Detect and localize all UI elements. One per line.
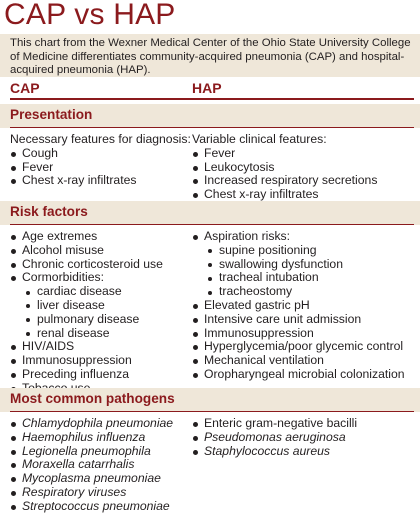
risk-factors-hap-list [192,230,405,382]
list-item [192,327,405,341]
list-item [192,299,405,313]
list-item-text: Immunosuppression [22,353,132,368]
bullet-icon [193,450,198,455]
list-item [10,486,173,500]
list-item [192,174,377,188]
list-item-text: pulmonary disease [37,311,140,326]
list-item-text: Preceding influenza [22,366,130,381]
bullet-icon [193,235,198,240]
list-item-text: Aspiration risks: [204,229,291,243]
list-item-text: Enteric gram-negative bacilli [204,416,358,430]
bullet-icon [193,332,198,337]
bullet-icon [11,276,16,281]
bullet-icon [11,373,16,378]
list-item-text: tracheostomy [219,284,293,299]
bullet-icon [26,304,30,308]
list-item-text: Fever [22,159,54,174]
page-title: CAP vs HAP [4,0,176,31]
list-item-text: Respiratory viruses [22,484,127,499]
presentation-hap-list [192,133,377,202]
bullet-icon [11,345,16,350]
list-item-text: Hyperglycemia/poor glycemic control [204,339,404,354]
list-item-text: Immunosuppression [204,325,314,340]
pathogens-cap-list [10,417,173,514]
list-item-text: Pseudomonas aeruginosa [204,429,346,444]
bullet-icon [193,359,198,364]
list-item-text: Oropharyngeal microbial colonization [204,366,405,381]
list-item-text: Chest x-ray infiltrates [22,173,137,188]
section-header-presentation [0,104,420,128]
list-item [192,230,405,244]
list-item [10,472,173,486]
list-item-text: liver disease [37,297,105,312]
bullet-icon [193,304,198,309]
list-item [192,445,357,459]
bullet-icon [11,491,16,496]
bullet-icon [11,249,16,254]
bullet-icon [193,436,198,441]
list-item [10,230,163,244]
bullet-icon [193,422,198,427]
list-item-text: Chlamydophila pneumoniae [22,416,174,430]
section-header-risk-factors [0,201,420,225]
list-item [192,313,405,327]
list-item [192,147,377,161]
bullet-icon [11,235,16,240]
list-item-text: supine positioning [219,242,317,257]
list-item-text: Moraxella catarrhalis [22,457,135,472]
bullet-icon [11,179,16,184]
list-item [192,431,357,445]
list-item [192,285,405,299]
list-item [10,458,173,472]
column-header-cap: CAP [10,80,40,96]
list-item [10,133,191,147]
list-item [192,244,405,258]
list-item-text: Necessary features for diagnosis: [10,132,191,146]
bullet-icon [208,249,212,253]
section-title: Risk factors [10,204,88,219]
list-item [10,299,163,313]
list-item-text: Fever [204,145,236,160]
list-item [10,161,191,175]
list-item-text: Intensive care unit admission [204,311,362,326]
section-divider [10,127,414,129]
bullet-icon [26,332,30,336]
bullet-icon [193,166,198,171]
intro-text: This chart from the Wexner Medical Center of the Ohio State University College of Medicine differentiates community-acquired pneumonia (CAP) and hospital-acquired pneumonia (HAP). [10,37,411,77]
bullet-icon [11,477,16,482]
list-item-text: Mechanical ventilation [204,353,324,368]
presentation-cap-list [10,133,191,188]
bullet-icon [11,422,16,427]
bullet-icon [193,318,198,323]
section-divider [10,411,414,413]
pathogens-hap-list [192,417,357,458]
list-item [192,368,405,382]
list-item-text: Mycoplasma pneumoniae [22,471,161,486]
list-item [10,340,163,354]
list-item [192,340,405,354]
bullet-icon [208,291,212,295]
list-item [192,271,405,285]
bullet-icon [193,179,198,184]
list-item [192,417,357,431]
bullet-icon [11,263,16,268]
list-item-text: Variable clinical features: [192,132,327,146]
list-item-text: Alcohol misuse [22,242,104,257]
bullet-icon [11,152,16,157]
section-header-most-common-pathogens [0,388,420,412]
list-item [192,188,377,202]
list-item-text: tracheal intubation [219,270,319,285]
bullet-icon [208,263,212,267]
list-item-text: Chronic corticosteroid use [22,256,163,271]
column-header-hap: HAP [192,80,222,96]
list-item-text: swallowing dysfunction [219,256,343,271]
list-item [10,313,163,327]
section-title: Presentation [10,107,93,122]
list-item [10,327,163,341]
list-item-text: renal disease [37,325,110,340]
list-item-text: Staphylococcus aureus [204,443,331,458]
list-item [192,354,405,368]
bullet-icon [26,291,30,295]
list-item-text: Age extremes [22,229,98,243]
list-item-text: Legionella pneumophila [22,443,151,458]
list-item-text: HIV/AIDS [22,339,75,354]
bullet-icon [11,450,16,455]
header-divider [10,98,414,100]
bullet-icon [193,193,198,198]
list-item [10,174,191,188]
list-item [10,500,173,514]
risk-factors-cap-list [10,230,163,396]
list-item-text: Elevated gastric pH [204,297,310,312]
list-item-text: Leukocytosis [204,159,275,174]
list-item [192,133,377,147]
list-item [10,445,173,459]
bullet-icon [11,505,16,510]
section-title: Most common pathogens [10,391,175,406]
bullet-icon [193,345,198,350]
section-divider [10,224,414,226]
bullet-icon [193,152,198,157]
list-item-text: cardiac disease [37,284,122,299]
list-item [10,431,173,445]
list-item [10,417,173,431]
bullet-icon [11,436,16,441]
list-item-text: Chest x-ray infiltrates [204,187,319,202]
list-item [10,244,163,258]
list-item-text: Streptococcus pneumoniae [22,498,170,513]
list-item [10,354,163,368]
list-item [192,258,405,272]
bullet-icon [208,277,212,281]
list-item-text: Cormorbidities: [22,270,104,285]
list-item-text: Cough [22,145,58,160]
list-item [10,368,163,382]
bullet-icon [11,166,16,171]
list-item [10,147,191,161]
list-item [10,271,163,285]
list-item-text: Increased respiratory secretions [204,173,378,188]
list-item [10,285,163,299]
bullet-icon [26,318,30,322]
list-item [10,258,163,272]
bullet-icon [193,373,198,378]
intro-band [0,34,420,77]
list-item-text: Haemophilus influenza [22,429,146,444]
bullet-icon [11,463,16,468]
list-item [192,161,377,175]
bullet-icon [11,359,16,364]
